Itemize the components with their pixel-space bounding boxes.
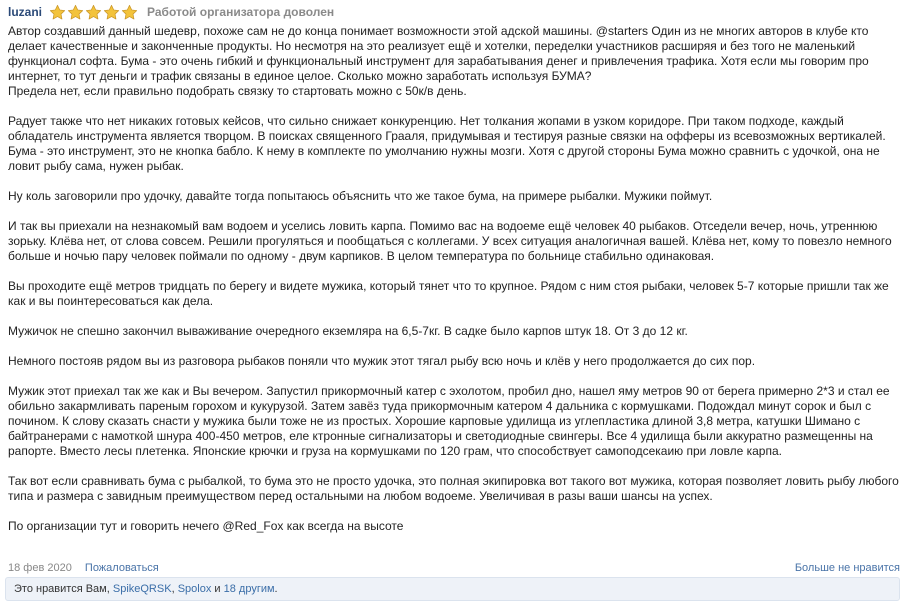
review-header: [8, 2, 334, 22]
likes-conjunction: и: [214, 583, 221, 595]
likes-end: .: [274, 583, 278, 595]
review-paragraph-2: Предела нет, если правильно подобрать связку то стартовать можно с 50к/в день.: [8, 84, 467, 98]
rating-stars: [49, 4, 138, 21]
review-text: [8, 24, 900, 534]
review-paragraph-4: Бума - это инструмент, это не кнопка бабло. К нему в комплекте по умолчанию нужны мозги. Хотя с другой стороны Бума можно сравнить с удочкой, она не ловит рыбу сама, нужен рыбак.: [8, 144, 880, 173]
liker-link-2[interactable]: Spolox: [177, 583, 212, 595]
liker-link-1[interactable]: SpikeQRSK: [112, 583, 172, 595]
likes-others-link[interactable]: 18 другим: [223, 583, 275, 595]
author-link[interactable]: luzani: [8, 5, 43, 19]
review-paragraph-8: Мужичок не спешно закончил вываживание очередного екземляра на 6,5-7кг. В садке было карпов штук 18. От 3 до 12 кг.: [8, 324, 688, 338]
star-icon: [103, 4, 120, 21]
star-icon: [49, 4, 66, 21]
likes-separator: ,: [171, 583, 175, 595]
star-icon: [67, 4, 84, 21]
likes-prefix: Это нравится Вам,: [14, 583, 110, 595]
complain-link[interactable]: Пожаловаться: [84, 562, 159, 574]
review-paragraph-9: Немного постояв рядом вы из разговора рыбаков поняли что мужик этот тягал рыбу всю ночь и клёв у него продолжается до сих пор.: [8, 354, 756, 368]
review-footer: [8, 561, 900, 576]
review-paragraph-12: По организации тут и говорить нечего @Red_Fox как всегда на высоте: [8, 519, 404, 533]
review-paragraph-11: Так вот если сравнивать бума с рыбалкой, то бума это не просто удочка, это полная экипировка вот такого вот мужика, которая позволяет ловить рыбу любого типа и размера с завидным преимуществом перед остальными на любом водоеме. Увеличивая в разы ваши шансы на успех.: [8, 474, 899, 503]
review-paragraph-10: Мужик этот приехал так же как и Вы вечером. Запустил прикормочный катер с эхолотом, пробил дно, нашел яму метров 90 от берега примерно 2*3 и стал ее обильно закармливать пареным горохом и кукурузой. Затем завёз туда прикормочным катером 4 дальника с кормушками. Подождал минут сорок и был с почином. К слову сказать снасти у мужика были тоже не из простых. Хорошие карповые удилища из углепластика длиной 3,8 метра, катушки Шимано с байтранерами с намоткой шнура 400-450 метров, еле ктронные сигнализаторы и светодиодные свингеры. Все 4 удилища были аккуратно размещенны на рапорте. Вместо лесы плетенка. Японские крючки и груза на кормушками по 120 грам, что способствует самоподсекаию при ловле карпа.: [8, 384, 890, 458]
review-paragraph-6: И так вы приехали на незнакомый вам водоем и уселись ловить карпа. Помимо вас на водоеме ещё человек 40 рыбаков. Отседели вечер, ночь, утреннюю зорьку. Клёва нет, от слова совсем. Решили прогуляться и пообщаться с коллегами. У всех ситуация аналогичная вашей. Клёва нет, кому то повезло немного больше и ночью пару человек поймали по одному - двум карпиков. В целом температура по больнице стабильно одинаковая.: [8, 219, 892, 263]
review-paragraph-1: Автор создавший данный шедевр, похоже сам не до конца понимает возможности этой адской машины. @starters Один из не многих авторов в клубе кто делает качественные и законченные продукты. Но несмотря на это реализует ещё и хотелки, переделки участников расширяя и без того не маленький функционал софта. Бума - это очень гибкий и функциональный инструмент для зарабатывания денег и привлечения трафика. Хотя если мы говорим про интернет, то тут деньги и трафик связаны в единое целое. Сколько можно заработать используя БУМА?: [8, 24, 869, 83]
star-icon: [121, 4, 138, 21]
review-date: 18 фев 2020: [8, 562, 72, 574]
likes-bar: [5, 577, 900, 601]
review-paragraph-7: Вы проходите ещё метров тридцать по берегу и видете мужика, который тянет что то крупное. Рядом с ним стоя рыбаки, человек 5-7 которые пришли так же как и вы поинтересоваться как дела.: [8, 279, 889, 308]
review-verdict: Работой организатора доволен: [147, 5, 335, 19]
review-paragraph-5: Ну коль заговорили про удочку, давайте тогда попытаюсь объяснить что же такое бума, на примере рыбалки. Мужики поймут.: [8, 189, 713, 203]
dislike-link[interactable]: Больше не нравится: [794, 562, 900, 574]
star-icon: [85, 4, 102, 21]
review-paragraph-3: Радует также что нет никаких готовых кейсов, что сильно снижает конкуренцию. Нет толкания жопами в узком коридоре. При таком подходе, каждый обладатель инструмента является творцом. В поисках священного Грааля, придумывая и тестируя разные связки на офферы из всевозможных вертикалей.: [8, 114, 886, 143]
